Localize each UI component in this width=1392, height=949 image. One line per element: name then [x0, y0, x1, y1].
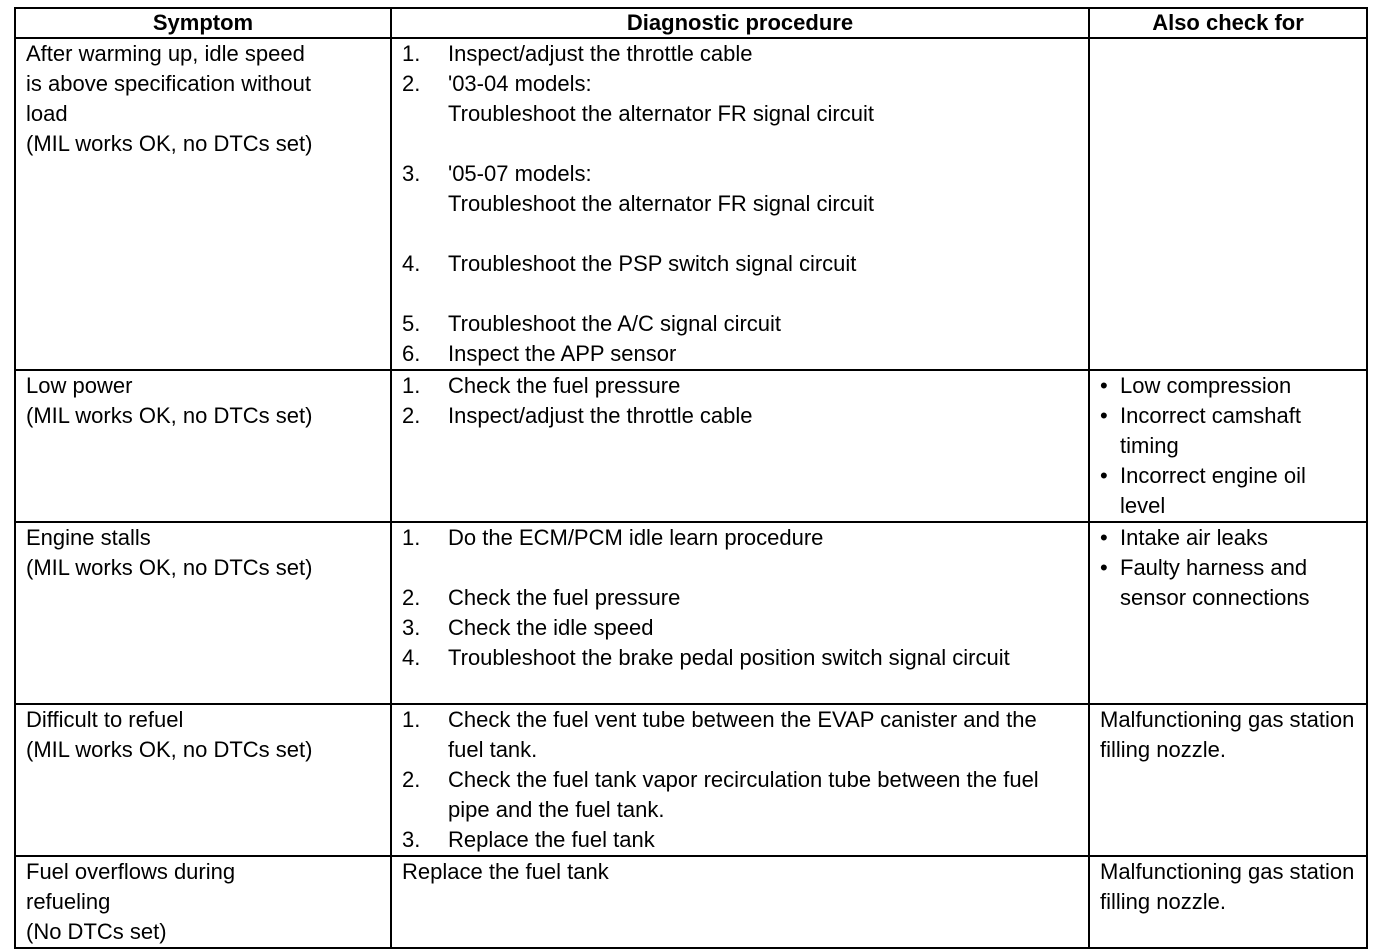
- also-check-item: • Incorrect camshaft timing: [1100, 401, 1356, 461]
- symptom-line: After warming up, idle speed: [26, 41, 305, 66]
- symptom-cell: [15, 522, 391, 704]
- step-text: Check the fuel pressure: [448, 373, 681, 398]
- step-text: Inspect/adjust the throttle cable: [448, 403, 753, 428]
- symptom-line: refueling: [26, 889, 111, 914]
- step-text: Inspect/adjust the throttle cable: [448, 41, 753, 66]
- step-text: Troubleshoot the PSP switch signal circuit: [448, 251, 857, 276]
- procedure-step: [402, 371, 1078, 401]
- step-number: 4.: [402, 645, 421, 670]
- procedure-step: [402, 705, 1078, 765]
- bullet-icon: •: [1100, 403, 1108, 428]
- also-check-item: • Intake air leaks: [1100, 523, 1356, 553]
- bullet-icon: •: [1100, 463, 1108, 488]
- procedure-cell: [391, 38, 1089, 370]
- step-text: Troubleshoot the A/C signal circuit: [448, 311, 782, 336]
- step-text: '03-04 models:: [448, 71, 592, 96]
- symptom-line: (No DTCs set): [26, 919, 167, 944]
- step-text: Troubleshoot the alternator FR signal circuit: [448, 191, 874, 216]
- step-text: '05-07 models:: [448, 161, 592, 186]
- step-number: 4.: [402, 251, 421, 276]
- step-number: 3.: [402, 615, 421, 640]
- step-number: 3.: [402, 827, 421, 852]
- step-number: 2.: [402, 71, 421, 96]
- table-row: [15, 370, 1367, 522]
- step-number: 1.: [402, 373, 421, 398]
- symptom-cell: [15, 370, 391, 522]
- also-check-item: • Faulty harness and sensor connections: [1100, 553, 1356, 613]
- also-check-item: • Low compression: [1100, 371, 1356, 401]
- step-text: Check the idle speed: [448, 615, 654, 640]
- step-text: Troubleshoot the alternator FR signal circuit: [448, 101, 874, 126]
- table-row: [15, 522, 1367, 704]
- symptom-cell: [15, 38, 391, 370]
- header-row: [15, 8, 1367, 38]
- procedure-step: [402, 249, 1078, 279]
- step-number: 1.: [402, 707, 421, 732]
- symptom-line: (MIL works OK, no DTCs set): [26, 131, 313, 156]
- procedure-cell: [391, 370, 1089, 522]
- symptom-line: Engine stalls: [26, 525, 151, 550]
- step-text: Check the fuel pressure: [448, 585, 681, 610]
- diagnostic-table-wrapper: [14, 7, 1368, 949]
- table-row: [15, 38, 1367, 370]
- step-number: 2.: [402, 767, 421, 792]
- symptom-line: Fuel overflows during: [26, 859, 236, 884]
- step-number: 1.: [402, 525, 421, 550]
- header-symptom: Symptom: [15, 8, 391, 38]
- step-number: 2.: [402, 403, 421, 428]
- symptom-line: (MIL works OK, no DTCs set): [26, 403, 313, 428]
- symptom-line: is above specification without: [26, 71, 311, 96]
- procedure-step: [402, 643, 1078, 673]
- symptom-cell: [15, 704, 391, 856]
- procedure-step: [402, 583, 1078, 613]
- procedure-step: [402, 159, 1078, 219]
- header-also-check-for: Also check for: [1089, 8, 1367, 38]
- bullet-icon: •: [1100, 555, 1108, 580]
- also-check-cell: Malfunctioning gas station filling nozzle.: [1089, 856, 1367, 948]
- step-text: Troubleshoot the brake pedal position switch signal circuit: [448, 645, 1010, 670]
- procedure-step: [402, 339, 1078, 369]
- step-text: Replace the fuel tank: [448, 827, 655, 852]
- procedure-cell: [391, 522, 1089, 704]
- step-text: Check the fuel vent tube between the EVAP canister and the fuel tank.: [448, 707, 1037, 762]
- also-check-cell: [1089, 522, 1367, 704]
- also-check-cell: [1089, 370, 1367, 522]
- header-diagnostic-procedure: Diagnostic procedure: [391, 8, 1089, 38]
- step-number: 5.: [402, 311, 421, 336]
- procedure-step: [402, 401, 1078, 431]
- table-row: [15, 856, 1367, 948]
- procedure-step: [402, 765, 1078, 825]
- procedure-step: [402, 69, 1078, 129]
- step-text: Check the fuel tank vapor recirculation tube between the fuel pipe and the fuel tank.: [448, 767, 1039, 822]
- also-check-item: • Incorrect engine oil level: [1100, 461, 1356, 521]
- procedure-cell: Replace the fuel tank: [391, 856, 1089, 948]
- symptom-line: (MIL works OK, no DTCs set): [26, 555, 313, 580]
- procedure-cell: [391, 704, 1089, 856]
- step-number: 3.: [402, 161, 421, 186]
- step-number: 2.: [402, 585, 421, 610]
- symptom-cell: [15, 856, 391, 948]
- also-check-cell: Malfunctioning gas station filling nozzle.: [1089, 704, 1367, 856]
- procedure-step: [402, 825, 1078, 855]
- symptom-line: Difficult to refuel: [26, 707, 184, 732]
- procedure-step: [402, 39, 1078, 69]
- step-number: 6.: [402, 341, 421, 366]
- symptom-line: Low power: [26, 373, 133, 398]
- symptom-line: load: [26, 101, 68, 126]
- step-number: 1.: [402, 41, 421, 66]
- procedure-step: [402, 523, 1078, 553]
- symptom-line: (MIL works OK, no DTCs set): [26, 737, 313, 762]
- troubleshooting-table: [14, 7, 1368, 949]
- step-text: Inspect the APP sensor: [448, 341, 677, 366]
- bullet-icon: •: [1100, 373, 1108, 398]
- bullet-icon: •: [1100, 525, 1108, 550]
- also-check-cell: [1089, 38, 1367, 370]
- procedure-step: [402, 309, 1078, 339]
- step-text: Do the ECM/PCM idle learn procedure: [448, 525, 824, 550]
- procedure-step: [402, 613, 1078, 643]
- table-row: [15, 704, 1367, 856]
